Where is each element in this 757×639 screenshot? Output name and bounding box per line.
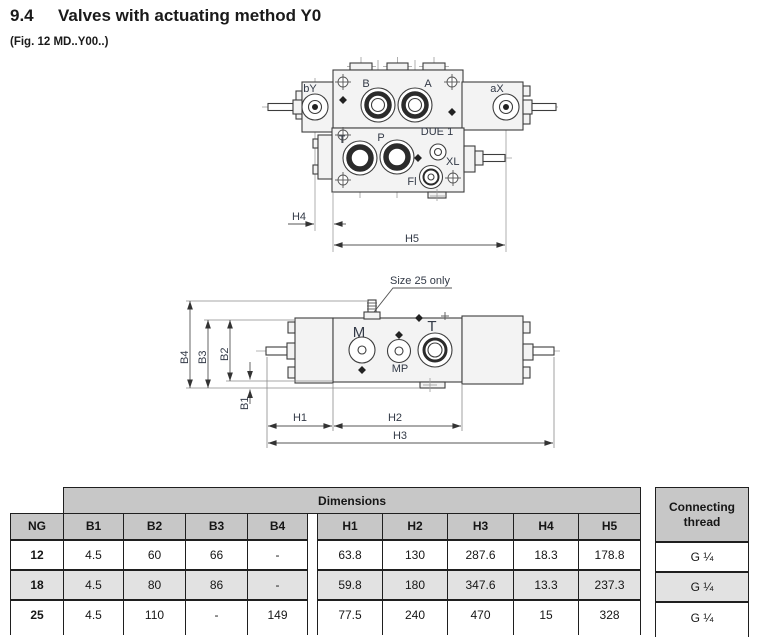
label-size25-only: Size 25 only bbox=[390, 275, 450, 287]
label-port-XL: XL bbox=[446, 156, 460, 168]
section-number: 9.4 bbox=[10, 6, 34, 25]
label-port-aX: aX bbox=[490, 83, 504, 95]
table-gap-column bbox=[308, 570, 318, 600]
port-T-symbol bbox=[343, 141, 377, 175]
label-dim-B4: B4 bbox=[179, 350, 191, 364]
cell-h5: 328 bbox=[579, 600, 641, 630]
dimension-B2 bbox=[219, 320, 231, 381]
label-dim-B1: B1 bbox=[239, 396, 251, 410]
cell-b3: - bbox=[186, 600, 248, 630]
cell-b3: 66 bbox=[186, 540, 248, 570]
cell-b4: - bbox=[248, 540, 308, 570]
cell-h1: 63.8 bbox=[318, 540, 383, 570]
label-port-M: M bbox=[352, 324, 366, 341]
cell-b1: 4.5 bbox=[64, 600, 124, 630]
table-gap-column bbox=[308, 540, 318, 570]
port-MP-symbol bbox=[388, 340, 411, 363]
dimension-H1 bbox=[268, 412, 332, 426]
label-dim-B2: B2 bbox=[219, 347, 231, 361]
label-dim-H3: H3 bbox=[392, 430, 408, 442]
cell-h3: 287.6 bbox=[448, 540, 514, 570]
thread-row-ng12 bbox=[656, 542, 749, 572]
figure-top-view bbox=[262, 57, 558, 252]
col-header-h3: H3 bbox=[448, 514, 514, 540]
col-header-b1: B1 bbox=[64, 514, 124, 540]
table-row-ng25 bbox=[11, 600, 641, 630]
col-header-h2: H2 bbox=[383, 514, 448, 540]
port-T-side-symbol bbox=[418, 333, 452, 367]
label-dim-H5: H5 bbox=[404, 233, 420, 245]
cell-ng: 12 bbox=[11, 540, 64, 570]
port-bY-symbol bbox=[302, 94, 328, 120]
port-B-symbol bbox=[361, 88, 395, 122]
col-header-b2: B2 bbox=[124, 514, 186, 540]
port-Fl-symbol bbox=[420, 166, 443, 189]
label-port-T-side: T bbox=[427, 318, 437, 335]
label-port-A: A bbox=[424, 78, 432, 90]
table-border-stub bbox=[11, 630, 641, 635]
col-header-h4: H4 bbox=[514, 514, 579, 540]
dimensions-group-header: Dimensions bbox=[64, 488, 641, 514]
size25-fitting bbox=[364, 300, 380, 319]
label-port-P: P bbox=[377, 132, 385, 144]
connecting-thread-header: Connecting thread bbox=[656, 488, 749, 543]
dimension-H2 bbox=[334, 412, 461, 426]
dimensions-table bbox=[10, 487, 641, 635]
cell-b1: 4.5 bbox=[64, 570, 124, 600]
label-port-MP: MP bbox=[391, 363, 409, 375]
cell-thread: G ¼ bbox=[656, 572, 749, 602]
label-dim-H1: H1 bbox=[292, 412, 308, 424]
thread-row-ng25 bbox=[656, 602, 749, 632]
cell-h1: 59.8 bbox=[318, 570, 383, 600]
cell-h2: 130 bbox=[383, 540, 448, 570]
col-header-b4: B4 bbox=[248, 514, 308, 540]
port-A-symbol bbox=[398, 88, 432, 122]
port-P-symbol bbox=[380, 140, 414, 174]
col-header-ng: NG bbox=[11, 514, 64, 540]
thread-row-ng18 bbox=[656, 572, 749, 602]
label-port-DUE1: DUE 1 bbox=[420, 126, 454, 138]
cell-b2: 110 bbox=[124, 600, 186, 630]
cell-h1: 77.5 bbox=[318, 600, 383, 630]
figure-caption: (Fig. 12 MD..Y00..) bbox=[10, 36, 109, 48]
label-dim-H2: H2 bbox=[387, 412, 403, 424]
cell-h2: 180 bbox=[383, 570, 448, 600]
port-DUE1-symbol bbox=[430, 144, 446, 160]
cell-thread: G ¼ bbox=[656, 602, 749, 632]
cell-h3: 470 bbox=[448, 600, 514, 630]
size25-callout bbox=[374, 275, 452, 312]
label-port-T: T bbox=[338, 134, 346, 146]
cell-ng: 25 bbox=[11, 600, 64, 630]
cell-h5: 178.8 bbox=[579, 540, 641, 570]
label-port-B: B bbox=[362, 78, 370, 90]
col-header-b3: B3 bbox=[186, 514, 248, 540]
table-corner-blank bbox=[11, 488, 64, 514]
figure-side-view bbox=[179, 275, 560, 448]
label-dim-H4: H4 bbox=[291, 211, 307, 223]
cell-h3: 347.6 bbox=[448, 570, 514, 600]
cell-ng: 18 bbox=[11, 570, 64, 600]
connecting-thread-table bbox=[655, 487, 749, 637]
label-dim-B3: B3 bbox=[197, 350, 209, 364]
table-border-stub bbox=[656, 632, 749, 637]
cell-h5: 237.3 bbox=[579, 570, 641, 600]
cell-h4: 15 bbox=[514, 600, 579, 630]
dimension-B4 bbox=[179, 301, 191, 388]
dimension-B3 bbox=[197, 320, 209, 388]
table-gap-column bbox=[308, 600, 318, 630]
col-header-h1: H1 bbox=[318, 514, 383, 540]
dimension-H4 bbox=[288, 211, 346, 224]
col-header-h5: H5 bbox=[579, 514, 641, 540]
cell-b4: 149 bbox=[248, 600, 308, 630]
table-gap-column bbox=[308, 514, 318, 540]
table-row-ng12 bbox=[11, 540, 641, 570]
cell-h4: 18.3 bbox=[514, 540, 579, 570]
dimension-B1 bbox=[239, 362, 251, 410]
dimension-H5 bbox=[334, 233, 505, 245]
label-port-Fl: Fl bbox=[407, 176, 417, 188]
cell-b4: - bbox=[248, 570, 308, 600]
cell-b3: 86 bbox=[186, 570, 248, 600]
cell-h4: 13.3 bbox=[514, 570, 579, 600]
table-row-ng18 bbox=[11, 570, 641, 600]
page-title: Valves with actuating method Y0 bbox=[58, 6, 322, 25]
port-aX-symbol bbox=[493, 94, 519, 120]
cell-h2: 240 bbox=[383, 600, 448, 630]
cell-b2: 80 bbox=[124, 570, 186, 600]
cell-b1: 4.5 bbox=[64, 540, 124, 570]
cell-b2: 60 bbox=[124, 540, 186, 570]
label-port-bY: bY bbox=[303, 83, 317, 95]
dimension-H3 bbox=[268, 430, 553, 443]
cell-thread: G ¼ bbox=[656, 542, 749, 572]
